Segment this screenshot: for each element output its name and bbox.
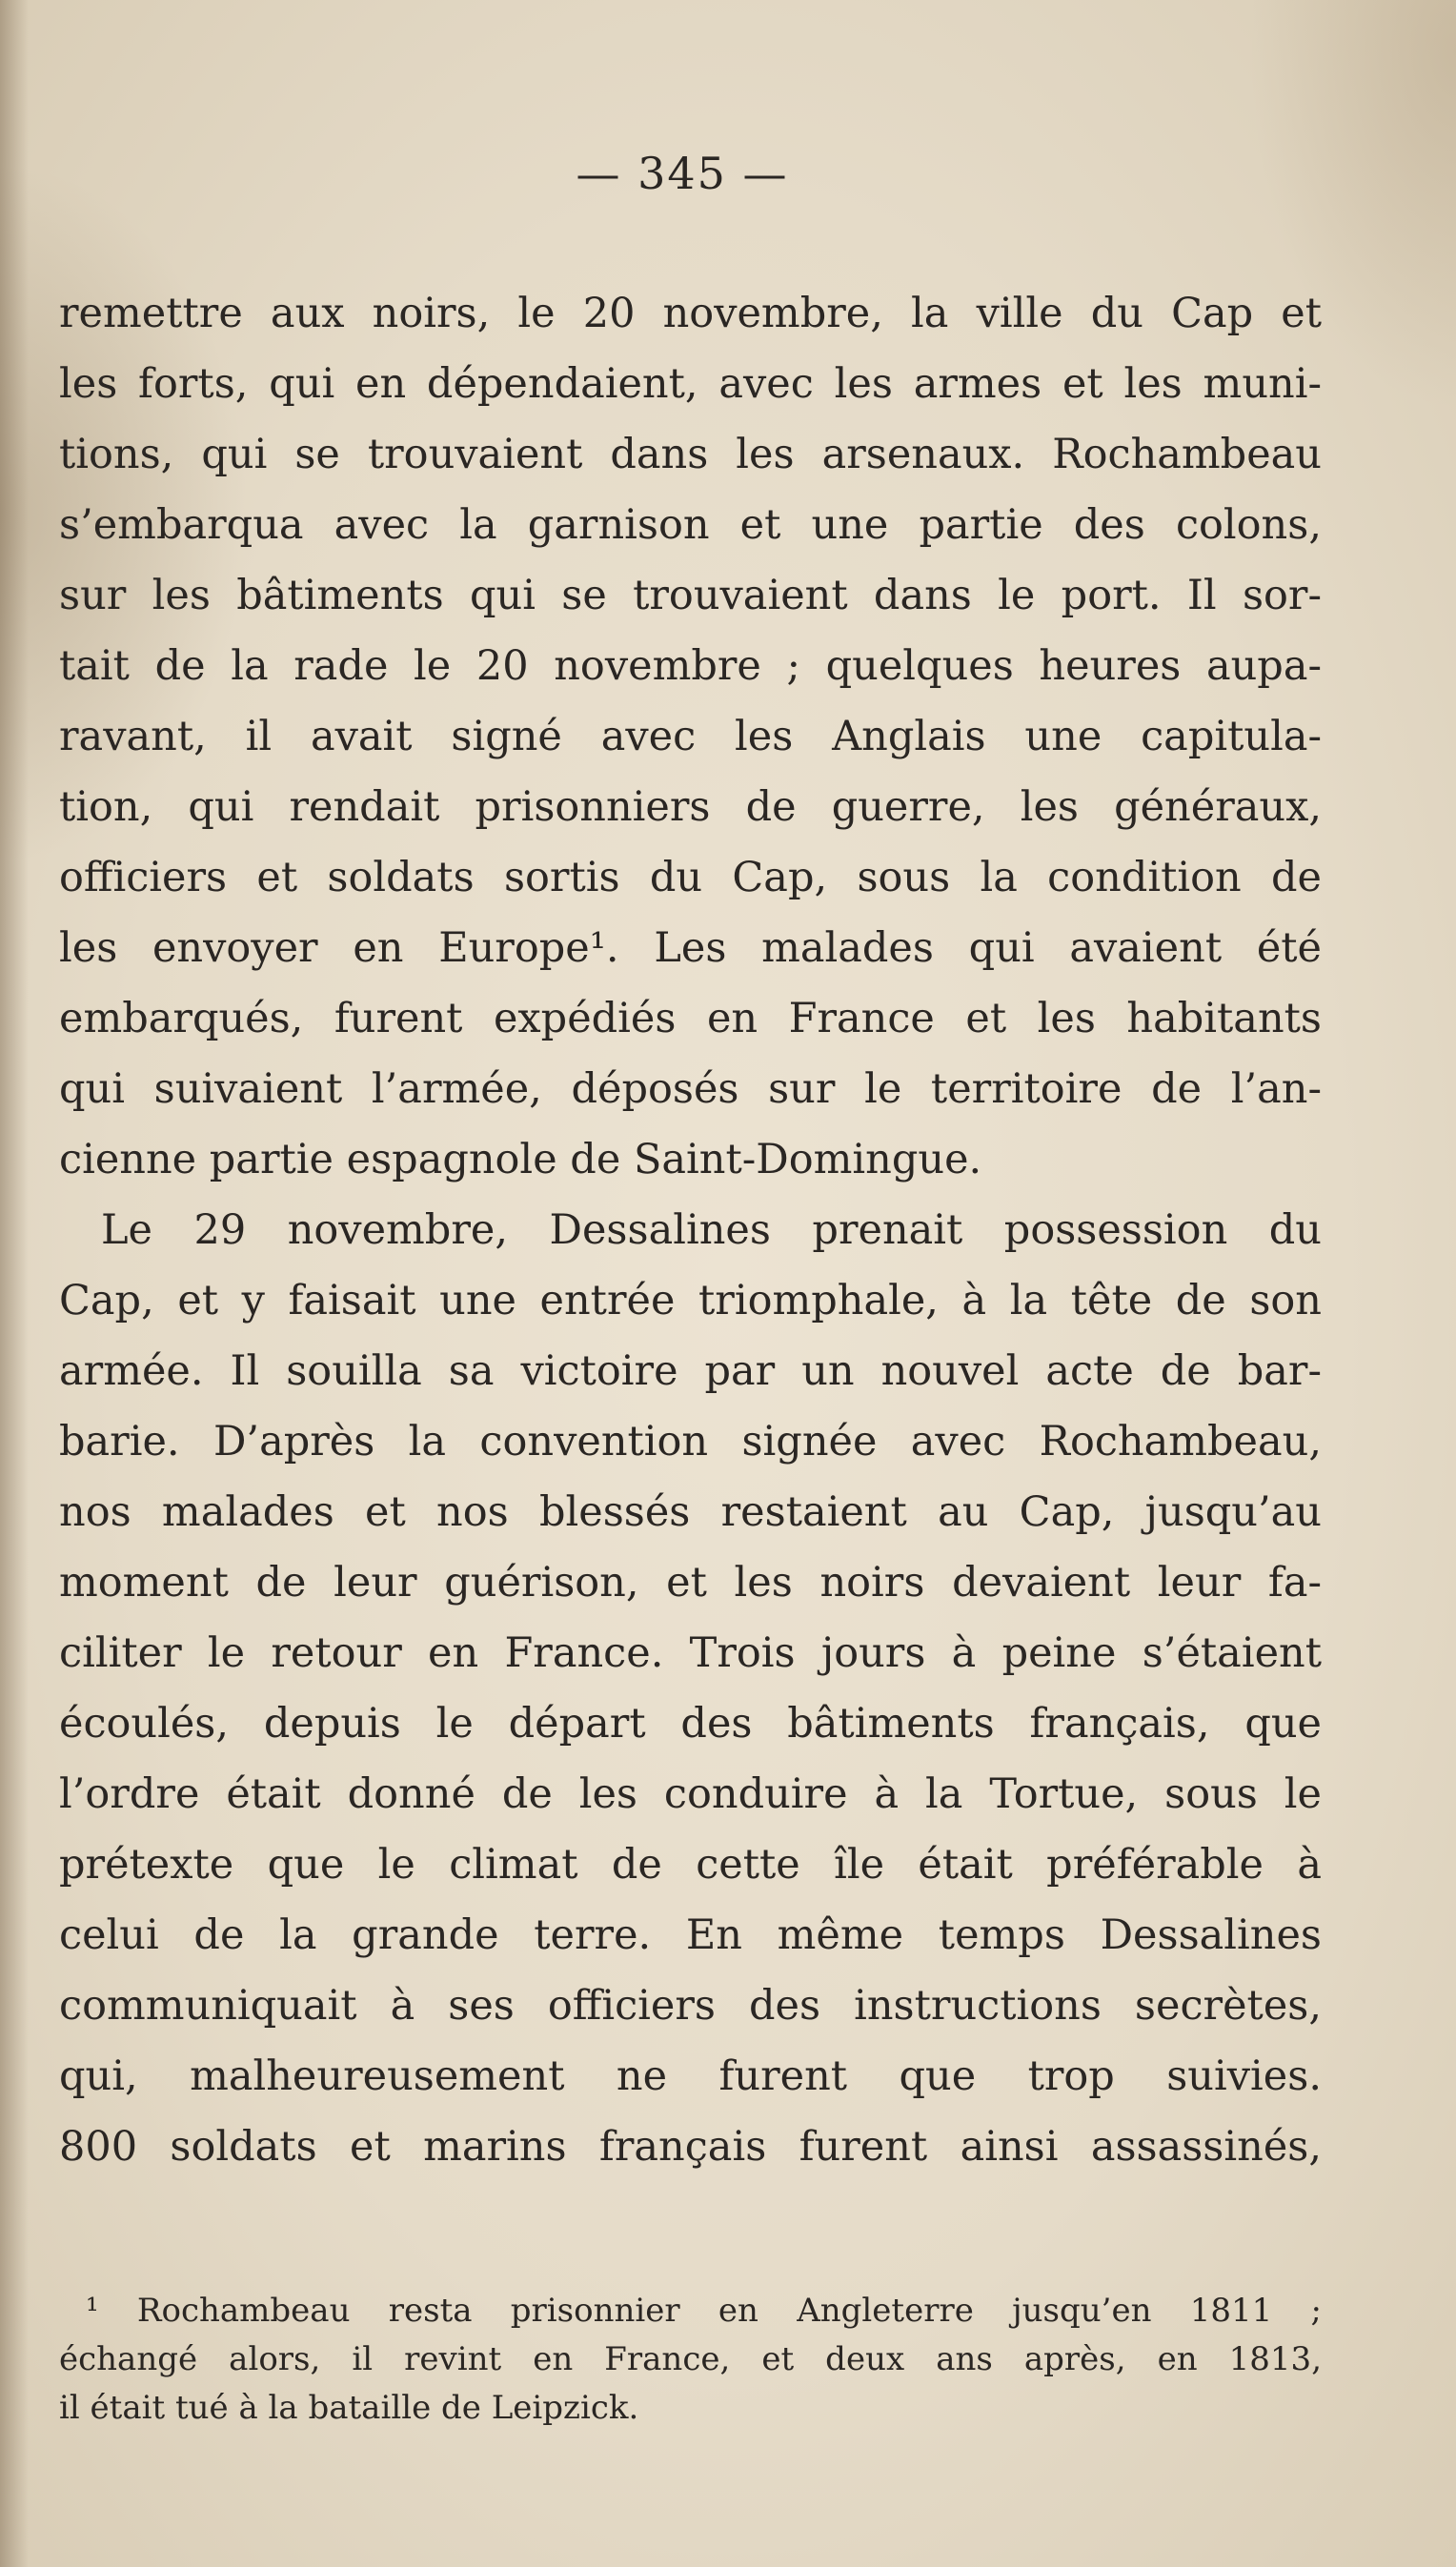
text-line: l’ordre était donné de les conduire à la Tortue, sous le	[59, 1770, 1322, 1818]
text-line: prétexte que le climat de cette île était préférable à	[59, 1841, 1322, 1889]
text-line: écoulés, depuis le départ des bâtiments français, que	[59, 1700, 1322, 1748]
text-line: Cap, et y faisait une entrée triomphale, à la tête de son	[59, 1277, 1322, 1324]
text-line: tions, qui se trouvaient dans les arsenaux. Rochambeau	[59, 431, 1322, 478]
text-line: tion, qui rendait prisonniers de guerre, les généraux,	[59, 783, 1322, 831]
text-line: Le 29 novembre, Dessalines prenait possession du	[101, 1206, 1322, 1254]
text-line: remettre aux noirs, le 20 novembre, la ville du Cap et	[59, 290, 1322, 337]
page-binding-shadow	[0, 0, 29, 2567]
text-line: qui, malheureusement ne furent que trop suivies.	[59, 2052, 1322, 2100]
footnote	[59, 2287, 1322, 2433]
text-line: s’embarqua avec la garnison et une partie des colons,	[59, 501, 1322, 549]
text-line: celui de la grande terre. En même temps Dessalines	[59, 1911, 1322, 1959]
footnote-line: échangé alors, il revint en France, et deux ans après, en 1813,	[59, 2340, 1322, 2378]
text-line: embarqués, furent expédiés en France et les habitants	[59, 995, 1322, 1042]
text-line: sur les bâtiments qui se trouvaient dans le port. Il sor-	[59, 572, 1322, 619]
text-line: moment de leur guérison, et les noirs devaient leur fa-	[59, 1559, 1322, 1607]
page-number: — 345 —	[576, 148, 789, 199]
text-line: nos malades et nos blessés restaient au Cap, jusqu’au	[59, 1488, 1322, 1536]
text-line: ciliter le retour en France. Trois jours à peine s’étaient	[59, 1629, 1322, 1677]
footnote-line: il était tué à la bataille de Leipzick.	[59, 2389, 639, 2427]
footnote-line: ¹ Rochambeau resta prisonnier en Angleterre jusqu’en 1811 ;	[86, 2292, 1322, 2330]
text-line: armée. Il souilla sa victoire par un nouvel acte de bar-	[59, 1347, 1322, 1395]
text-line: communiquait à ses officiers des instructions secrètes,	[59, 1982, 1322, 2030]
text-line: tait de la rade le 20 novembre ; quelques heures aupa-	[59, 642, 1322, 690]
text-line: qui suivaient l’armée, déposés sur le territoire de l’an-	[59, 1065, 1322, 1113]
text-line: les forts, qui en dépendaient, avec les armes et les muni-	[59, 360, 1322, 408]
text-line: ravant, il avait signé avec les Anglais une capitula-	[59, 713, 1322, 760]
text-line: 800 soldats et marins français furent ainsi assassinés,	[59, 2123, 1322, 2171]
text-line: officiers et soldats sortis du Cap, sous la condition de	[59, 854, 1322, 901]
body-text	[59, 278, 1322, 2182]
text-line: les envoyer en Europe¹. Les malades qui avaient été	[59, 924, 1322, 972]
text-line: barie. D’après la convention signée avec Rochambeau,	[59, 1418, 1322, 1465]
text-line: cienne partie espagnole de Saint-Domingue.	[59, 1136, 982, 1183]
